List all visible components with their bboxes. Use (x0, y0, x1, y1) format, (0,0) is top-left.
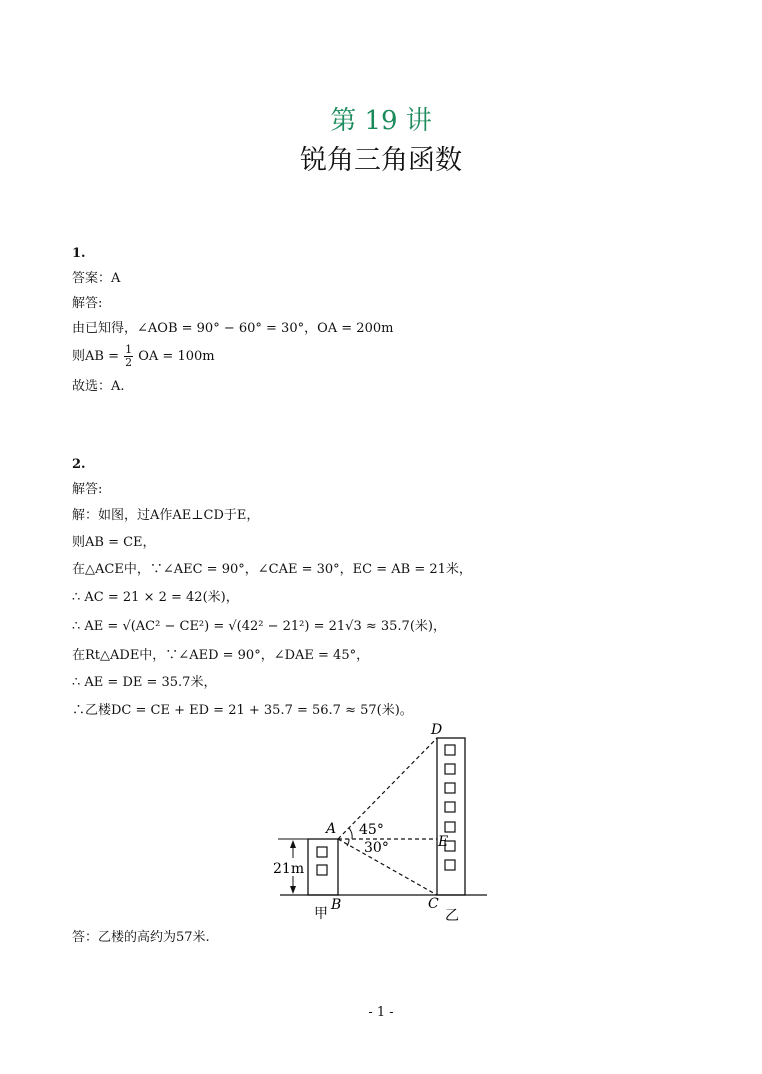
dimension-arrowhead-up (290, 840, 296, 848)
fraction-one-half (124, 344, 133, 369)
building-yi-window (445, 745, 455, 755)
page-number: - 1 - (368, 1005, 394, 1020)
label-angle-30: 30° (364, 840, 389, 856)
label-E: E (438, 834, 449, 850)
building-yi-window (445, 802, 455, 812)
question-2-line-1: 解：如图，过A作AE⊥CD于E， (72, 508, 260, 523)
page-title: 锐角三角函数 (300, 145, 462, 176)
fraction-numerator: 1 (125, 343, 133, 356)
building-yi-window (445, 822, 455, 832)
building-yi-window (445, 860, 455, 870)
question-1-solution-label: 解答: (72, 296, 103, 311)
angle-45-arc (349, 828, 352, 839)
building-yi (437, 738, 465, 895)
lecture-number: 第 19 讲 (330, 106, 432, 136)
question-2-line-6: 在Rt△ADE中，∵∠AED = 90°，∠DAE = 45°， (72, 648, 370, 663)
label-building-yi: 乙 (445, 908, 459, 923)
building-yi-window (445, 783, 455, 793)
question-2-final-answer: 答：乙楼的高约为57米. (72, 930, 210, 945)
question-1-line-2 (72, 344, 215, 369)
question-2-line-3: 在△ACE中，∵∠AEC = 90°，∠CAE = 30°，EC = AB = 21米， (72, 562, 472, 577)
line-AD (338, 738, 437, 839)
label-B: B (331, 897, 342, 913)
question-1-line-2-prefix: 则AB = (72, 349, 119, 364)
question-1-line-1: 由已知得，∠AOB = 90° − 60° = 30°，OA = 200m (72, 321, 394, 336)
question-2-solution-label: 解答: (72, 482, 103, 497)
question-2-line-7: ∴ AE = DE = 35.7米， (72, 675, 217, 690)
question-2-line-5: ∴ AE = √(AC² − CE²) = √(42² − 21²) = 21√3 ≈ 35.7(米)， (72, 619, 446, 634)
question-1-answer: 答案：A (72, 271, 121, 286)
question-2-number: 2. (72, 457, 86, 472)
angle-30-arc (347, 839, 349, 846)
question-1-line-2-suffix: OA = 100m (138, 349, 215, 364)
building-jia-window (317, 847, 327, 857)
label-D: D (431, 722, 443, 738)
label-angle-45: 45° (359, 822, 384, 838)
label-height: 21m (273, 861, 305, 877)
building-jia-window (317, 865, 327, 875)
fraction-denominator: 2 (125, 356, 133, 369)
question-2-line-4: ∴ AC = 21 × 2 = 42(米)， (72, 590, 239, 605)
question-1-number: 1. (72, 246, 86, 261)
label-A: A (326, 821, 337, 837)
buildings-diagram (265, 718, 495, 923)
question-2-line-8: ∴乙楼DC = CE + ED = 21 + 35.7 = 56.7 ≈ 57(米)。 (72, 703, 413, 718)
dimension-arrowhead-down (290, 886, 296, 894)
label-building-jia: 甲 (314, 906, 328, 922)
question-2-line-2: 则AB = CE， (72, 535, 156, 550)
building-yi-window (445, 764, 455, 774)
question-1-choice: 故选：A. (72, 379, 125, 394)
label-C: C (428, 896, 439, 912)
